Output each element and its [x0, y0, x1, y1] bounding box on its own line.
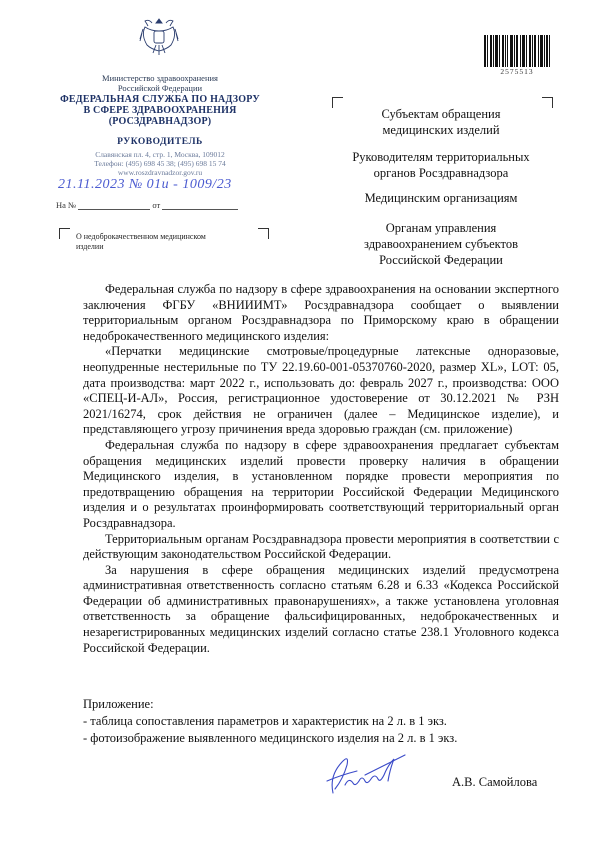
- agency-line: В СФЕРЕ ЗДРАВООХРАНЕНИЯ: [83, 105, 237, 116]
- coat-of-arms-icon: [139, 15, 179, 59]
- agency-name: [52, 94, 268, 127]
- body-paragraph: Федеральная служба по надзору в сфере здравоохранения предлагает субъектам обращения медицинских изделий провести проверку наличия в обращении Медицинского изделия, в установленном порядке провести мероприятия по предотвращению обращения на территории Российской Федерации Медицинского изделия и о результатах проинформировать соответствующий территориальный орган Росздравнадзора.: [83, 437, 559, 530]
- signatory-name: А.В. Самойлова: [452, 775, 538, 789]
- recipient-line: Субъектам обращения: [381, 107, 501, 121]
- attachments-title: Приложение:: [83, 697, 154, 711]
- recipient-line: медицинских изделий: [382, 123, 500, 137]
- agency-line: ФЕДЕРАЛЬНАЯ СЛУЖБА ПО НАДЗОРУ: [60, 94, 260, 105]
- letter-body: [83, 282, 559, 656]
- letter-subject: О недоброкачественном медицинском изделии: [76, 232, 206, 251]
- barcode-number: 2575513: [500, 67, 534, 76]
- ministry-line: Российской Федерации: [117, 83, 203, 93]
- body-paragraph: Федеральная служба по надзору в сфере здравоохранения на основании экспертного заключения ФГБУ «ВНИИИМТ» Росздравнадзора сообщает о выявлении территориальным органом Росздравнадзора по Приморскому краю в обращении недоброкачественного медицинского изделия:: [83, 282, 559, 343]
- recipient-line: Органам управления: [385, 221, 497, 235]
- website-line: www.roszdravnadzor.gov.ru: [117, 168, 203, 177]
- address-line: Славянская пл. 4, стр. 1, Москва, 109012: [95, 150, 225, 159]
- ref-number-blank: [78, 199, 150, 210]
- head-title: РУКОВОДИТЕЛЬ: [117, 137, 203, 147]
- attachment-item: - фотоизображение выявленного медицинского изделия на 2 л. в 1 экз.: [83, 731, 458, 745]
- recipient-block: [330, 220, 552, 268]
- phone-line: Телефон: (495) 698 45 38; (495) 698 15 74: [94, 159, 226, 168]
- body-paragraph: Территориальным органам Росздравнадзора провести мероприятия в соответствии с действующим законодательством Российской Федерации.: [83, 531, 559, 562]
- reference-line: [56, 199, 238, 210]
- recipient-block: [330, 190, 552, 206]
- ref-from: от: [152, 200, 161, 210]
- ref-date-blank: [162, 199, 238, 210]
- barcode-icon: [484, 35, 550, 67]
- ministry-line: Министерство здравоохранения: [102, 73, 218, 83]
- agency-address: [60, 150, 260, 177]
- attachment-item: - таблица сопоставления параметров и характеристик на 2 л. в 1 экз.: [83, 714, 447, 728]
- recipient-line: органов Росздравнадзора: [373, 166, 509, 180]
- handwritten-outgoing-number: 21.11.2023 № 01и - 1009/23: [58, 177, 232, 192]
- recipient-line: Медицинским организациям: [364, 191, 518, 205]
- ministry-name: [60, 73, 260, 93]
- recipient-line: Российской Федерации: [379, 253, 503, 267]
- agency-line: (РОСЗДРАВНАДЗОР): [108, 116, 212, 127]
- recipient-line: здравоохранением субъектов: [363, 237, 518, 251]
- body-paragraph: За нарушения в сфере обращения медицинских изделий предусмотрена административная ответственность согласно статьям 6.28 и 6.33 «Кодекса Российской Федерации об административных правонарушениях», а также установлена уголовная ответственность за обращение фальсифицированных, недоброкачественных и незарегистрированных медицинских изделий согласно статье 238.1 Уголовного кодекса Российской Федерации.: [83, 562, 559, 655]
- subject-corner-left: [59, 228, 70, 239]
- handwritten-signature-icon: [305, 745, 415, 800]
- attachments: [83, 696, 559, 747]
- subject-corner-right: [258, 228, 269, 239]
- recipient-block: [330, 149, 552, 181]
- recipient-line: Руководителям территориальных: [352, 150, 530, 164]
- recipient-block: [330, 106, 552, 138]
- body-paragraph-product: «Перчатки медицинские смотровые/процедурные латексные одноразовые, неопудренные нестерильные по ТУ 22.19.60-001-05370760-2020, размер XL», LOT: 05, дата производства: март 2022 г., использовать до: февраль 2027 г., производства: ООО «СПЕЦ-И-АЛ», Россия, регистрационное удостоверение от 30.12.2021 № РЗН 2021/16274, срок действия не ограничен (далее – Медицинское изделие), и представляющего угрозу причинения вреда здоровью граждан (см. приложение): [83, 344, 559, 437]
- ref-prefix: На №: [56, 200, 77, 210]
